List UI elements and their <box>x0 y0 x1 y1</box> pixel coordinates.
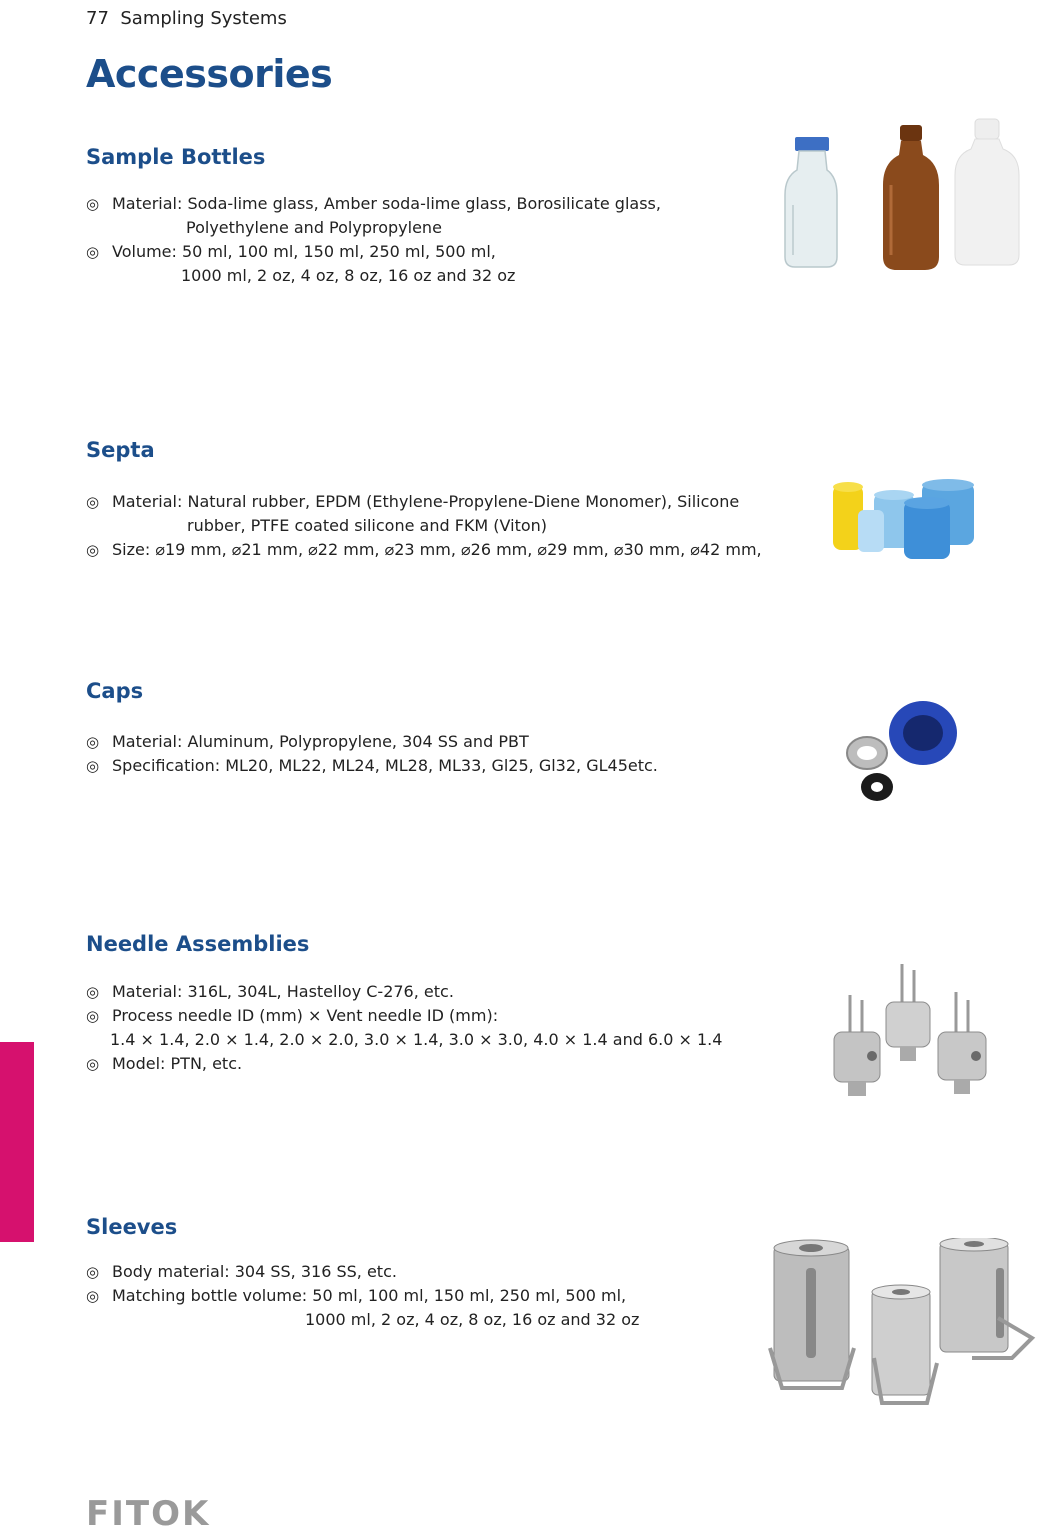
section-title-septa: Septa <box>86 438 155 462</box>
bullet-icon: ◎ <box>86 1007 100 1025</box>
bottle-volume: Volume: 50 ml, 100 ml, 150 ml, 250 ml, 500 ml, <box>112 242 496 261</box>
list-item <box>86 1284 639 1308</box>
caps-material: Material: Aluminum, Polypropylene, 304 SS and PBT <box>112 732 529 751</box>
caps-image <box>840 695 970 810</box>
bullet-icon: ◎ <box>86 1055 100 1073</box>
sleeves-material: Body material: 304 SS, 316 SS, etc. <box>112 1262 397 1281</box>
needle-id: Process needle ID (mm) × Vent needle ID (mm): <box>112 1006 499 1025</box>
bottle-material-cont: Polyethylene and Polypropylene <box>186 218 442 237</box>
brand-logo: FITOK <box>86 1494 211 1534</box>
sample-bottles-image <box>775 115 1025 275</box>
list-item <box>86 754 658 778</box>
septa-material-cont: rubber, PTFE coated silicone and FKM (Viton) <box>187 516 548 535</box>
list-item <box>86 730 658 754</box>
bullet-icon: ◎ <box>86 493 100 511</box>
sample-bottles-specs <box>86 192 661 288</box>
list-item <box>86 980 722 1004</box>
needle-material: Material: 316L, 304L, Hastelloy C-276, etc. <box>112 982 454 1001</box>
page-header <box>86 8 287 29</box>
section-title-sample-bottles: Sample Bottles <box>86 145 266 169</box>
list-item <box>86 192 661 216</box>
sleeves-specs <box>86 1260 639 1332</box>
page-number: 77 <box>86 8 109 29</box>
septa-material: Material: Natural rubber, EPDM (Ethylene-Propylene-Diene Monomer), Silicone <box>112 492 740 511</box>
caps-specs <box>86 730 658 778</box>
list-item <box>86 1004 722 1028</box>
section-title-caps: Caps <box>86 679 144 703</box>
list-item <box>86 490 762 514</box>
list-item <box>86 1260 639 1284</box>
septa-image <box>830 475 980 565</box>
septa-size: Size: ⌀19 mm, ⌀21 mm, ⌀22 mm, ⌀23 mm, ⌀26 mm, ⌀29 mm, ⌀30 mm, ⌀42 mm, <box>112 540 762 559</box>
section-accent-bar <box>0 1042 34 1242</box>
caps-spec: Specification: ML20, ML22, ML24, ML28, ML33, Gl25, Gl32, GL45etc. <box>112 756 658 775</box>
bullet-icon: ◎ <box>86 1287 100 1305</box>
section-title-needle-assemblies: Needle Assemblies <box>86 932 310 956</box>
bottle-volume-cont: 1000 ml, 2 oz, 4 oz, 8 oz, 16 oz and 32 oz <box>181 266 516 285</box>
list-item <box>86 240 661 264</box>
needle-model: Model: PTN, etc. <box>112 1054 243 1073</box>
needle-specs <box>86 980 722 1076</box>
bullet-icon: ◎ <box>86 983 100 1001</box>
list-item <box>86 538 762 562</box>
bottle-material: Material: Soda-lime glass, Amber soda-lime glass, Borosilicate glass, <box>112 194 661 213</box>
sleeves-volume: Matching bottle volume: 50 ml, 100 ml, 150 ml, 250 ml, 500 ml, <box>112 1286 627 1305</box>
sleeves-image <box>762 1238 1037 1413</box>
list-item <box>86 1052 722 1076</box>
section-title-sleeves: Sleeves <box>86 1215 178 1239</box>
needle-assemblies-image <box>828 960 998 1105</box>
bullet-icon: ◎ <box>86 243 100 261</box>
sleeves-volume-cont: 1000 ml, 2 oz, 4 oz, 8 oz, 16 oz and 32 oz <box>305 1310 640 1329</box>
page-title: Accessories <box>86 52 333 96</box>
bullet-icon: ◎ <box>86 733 100 751</box>
bullet-icon: ◎ <box>86 1263 100 1281</box>
bullet-icon: ◎ <box>86 757 100 775</box>
needle-id-values: 1.4 × 1.4, 2.0 × 1.4, 2.0 × 2.0, 3.0 × 1.4, 3.0 × 3.0, 4.0 × 1.4 and 6.0 × 1.4 <box>110 1030 723 1049</box>
bullet-icon: ◎ <box>86 541 100 559</box>
septa-specs <box>86 490 762 562</box>
page-section-name: Sampling Systems <box>120 8 287 29</box>
bullet-icon: ◎ <box>86 195 100 213</box>
